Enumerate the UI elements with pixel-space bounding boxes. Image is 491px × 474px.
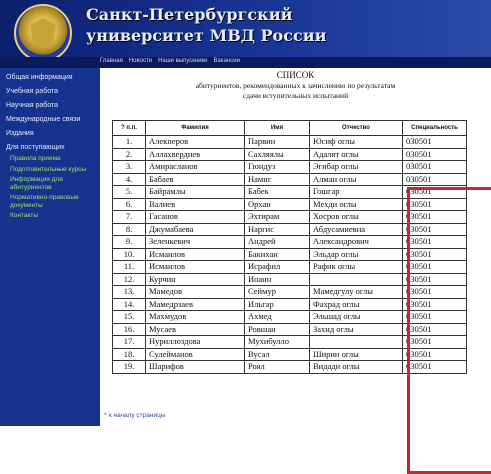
cell-specialty: 030501 [403,348,467,361]
table-row [113,211,467,224]
cell-name: Иоанн [245,273,310,286]
cell-specialty: 030501 [403,298,467,311]
cell-patronymic: Хосров оглы [310,211,403,224]
top-nav [100,58,240,64]
table-row [113,198,467,211]
cell-patronymic: Фахрад оглы [310,298,403,311]
cell-patronymic: Захид оглы [310,323,403,336]
sidebar-subitem-rules[interactable]: Правила приема [10,155,61,162]
cell-patronymic: Абдусамиевна [310,223,403,236]
cell-surname: Амирасланов [146,161,245,174]
cell-specialty: 030501 [403,236,467,249]
cell-surname: Махмудов [146,311,245,324]
cell-number: 12. [113,273,146,286]
sidebar-subitem-info[interactable]: Информация для абитуриентов [10,176,63,191]
cell-name: Мухибулло [245,336,310,349]
cell-specialty: 030501 [403,186,467,199]
table-row [113,273,467,286]
cell-number: 16. [113,323,146,336]
cell-surname: Зеленкевич [146,236,245,249]
applicants-table [112,120,467,374]
document-subtitle-line2: сдачи вступительных испытаний [242,91,349,100]
cell-specialty: 030501 [403,286,467,299]
cell-name: Гюндуз [245,161,310,174]
cell-patronymic: Мехди оглы [310,198,403,211]
cell-patronymic: Эгибар оглы [310,161,403,174]
table-row [113,361,467,374]
table-body [113,136,467,374]
cell-name: Бакихан [245,248,310,261]
cell-specialty: 030501 [403,173,467,186]
cell-number: 19. [113,361,146,374]
cell-name: Вусал [245,348,310,361]
cell-name: Парвин [245,136,310,149]
cell-patronymic [310,336,403,349]
table-row [113,161,467,174]
column-header-specialty: Специальность [403,121,467,136]
cell-surname: Алекперов [146,136,245,149]
cell-number: 18. [113,348,146,361]
sidebar-item-applicants[interactable]: Для поступающих [6,144,65,151]
cell-surname: Мусаев [146,323,245,336]
sidebar-item-science[interactable]: Научная работа [6,102,59,109]
cell-name: Ровшан [245,323,310,336]
cell-number: 8. [113,223,146,236]
sidebar-item-international[interactable]: Международные связи [6,116,81,123]
cell-surname: Мамедов [146,286,245,299]
cell-name: Роял [245,361,310,374]
table-row [113,148,467,161]
site-header [0,0,491,68]
cell-name: Эхтирам [245,211,310,224]
main-content [100,68,491,426]
cell-name: Наргис [245,223,310,236]
table-row [113,136,467,149]
column-header-number: ? п.п. [113,121,146,136]
emblem-icon[interactable] [14,4,72,62]
cell-patronymic: Ширин оглы [310,348,403,361]
cell-surname: Шарифов [146,361,245,374]
cell-surname: Гасанов [146,211,245,224]
cell-number: 14. [113,298,146,311]
sidebar [0,68,100,426]
cell-surname: Валиев [146,198,245,211]
cell-number: 9. [113,236,146,249]
table-row [113,348,467,361]
cell-patronymic [310,273,403,286]
nav-link-graduates[interactable]: Наши выпускники [158,58,208,64]
cell-surname: Исмаилов [146,261,245,274]
table-row [113,223,467,236]
cell-specialty: 030501 [403,311,467,324]
cell-specialty: 030501 [403,211,467,224]
cell-number: 10. [113,248,146,261]
nav-link-vacancies[interactable]: Вакансии [213,58,240,64]
cell-name: Орхан [245,198,310,211]
site-title-line1: Санкт-Петербургский [86,5,293,24]
table-row [113,173,467,186]
cell-surname: Сулейманов [146,348,245,361]
cell-specialty: 030501 [403,223,467,236]
cell-name: Исрафил [245,261,310,274]
cell-number: 15. [113,311,146,324]
cell-number: 5. [113,186,146,199]
cell-number: 6. [113,198,146,211]
cell-patronymic: Алман оглы [310,173,403,186]
sidebar-item-publications[interactable]: Издания [6,130,34,137]
cell-specialty: 030501 [403,148,467,161]
cell-number: 7. [113,211,146,224]
back-to-top-link[interactable]: ^ к началу страницы [104,412,166,419]
cell-patronymic: Видади оглы [310,361,403,374]
cell-number: 17. [113,336,146,349]
cell-specialty: 030501 [403,361,467,374]
nav-link-news[interactable]: Новости [128,58,153,64]
cell-surname: Нуриллоздова [146,336,245,349]
cell-patronymic: Эльшад оглы [310,311,403,324]
cell-patronymic: Мамедгулу оглы [310,286,403,299]
table-row [113,186,467,199]
cell-number: 1. [113,136,146,149]
table-row [113,248,467,261]
sidebar-subitem-courses[interactable]: Подготовительные курсы [10,165,87,173]
site-title-line2: университет МВД России [86,26,327,45]
table-header-row [113,121,467,136]
document-subtitle-line1: абитуриентов, рекомендованных к зачислению по результатам [195,81,396,90]
sidebar-subitem-documents[interactable]: Нормативно-правовые документы [10,194,79,209]
sidebar-item-education[interactable]: Учебная работа [6,88,58,95]
table-row [113,336,467,349]
sidebar-item-general[interactable]: Общая информация [6,74,73,81]
cell-patronymic: Адалят оглы [310,148,403,161]
cell-number: 4. [113,173,146,186]
cell-number: 2. [113,148,146,161]
cell-specialty: 030501 [403,273,467,286]
cell-surname: Курчин [146,273,245,286]
table-row [113,298,467,311]
cell-specialty: 030501 [403,198,467,211]
cell-name: Ильгар [245,298,310,311]
cell-number: 13. [113,286,146,299]
cell-patronymic: Рафик оглы [310,261,403,274]
cell-name: Андрей [245,236,310,249]
column-header-surname: Фамилия [146,121,245,136]
cell-surname: Мамедрзаев [146,298,245,311]
cell-patronymic: Гошгар [310,186,403,199]
cell-specialty: 030501 [403,336,467,349]
cell-specialty: 030501 [403,248,467,261]
cell-surname: Бабаев [146,173,245,186]
sidebar-subitem-contacts[interactable]: Контакты [10,212,39,219]
table-row [113,286,467,299]
table-row [113,323,467,336]
cell-name: Намиг [245,173,310,186]
cell-specialty: 030501 [403,161,467,174]
table-row [113,261,467,274]
cell-patronymic: Эльдар оглы [310,248,403,261]
column-header-patronymic: Отчество [310,121,403,136]
cell-number: 3. [113,161,146,174]
cell-surname: Исмаилов [146,248,245,261]
document-title: СПИСОК [276,70,315,80]
cell-patronymic: Александрович [310,236,403,249]
cell-name: Сахляялы [245,148,310,161]
cell-name: Сеймур [245,286,310,299]
cell-surname: Джумабаева [146,223,245,236]
nav-link-home[interactable]: Главная [100,58,123,64]
cell-patronymic: Юсиф оглы [310,136,403,149]
cell-name: Бабек [245,186,310,199]
header-stripe [0,57,491,68]
cell-specialty: 030501 [403,136,467,149]
cell-name: Ахмед [245,311,310,324]
cell-specialty: 030501 [403,261,467,274]
cell-surname: Аллахвердиев [146,148,245,161]
table-row [113,236,467,249]
column-header-name: Имя [245,121,310,136]
table-row [113,311,467,324]
cell-specialty: 030501 [403,323,467,336]
cell-surname: Байрамлы [146,186,245,199]
cell-number: 11. [113,261,146,274]
